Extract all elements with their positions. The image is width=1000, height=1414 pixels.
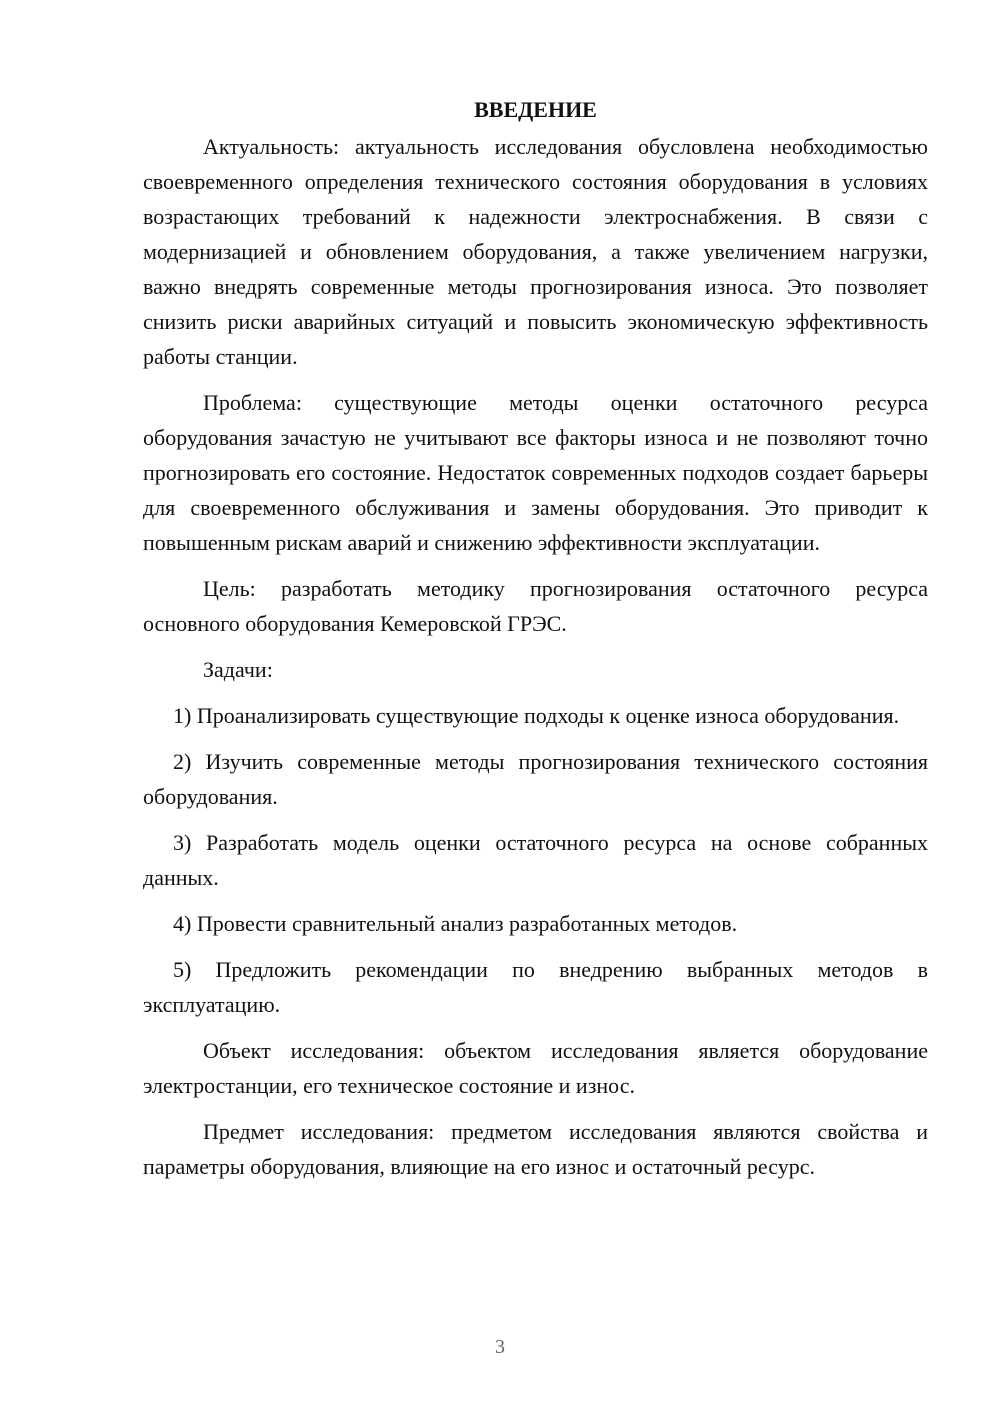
paragraph-relevance: Актуальность: актуальность исследования обусловлена необходимостью своевременного определения технического состояния оборудования в условиях возрастающих требований к надежности электроснабжения. В связи с модернизацией и обновлением оборудования, а также увеличением нагрузки, важно внедрять современные методы прогнозирования износа. Это позволяет снизить риски аварийных ситуаций и повысить экономическую эффективность работы станции. <box>143 134 928 369</box>
tasks-title: Задачи: <box>203 657 273 682</box>
task-item-4: 4) Провести сравнительный анализ разработанных методов. <box>173 911 738 936</box>
section-heading: ВВЕДЕНИЕ <box>474 97 597 122</box>
paragraph-object: Объект исследования: объектом исследования является оборудование электростанции, его техническое состояние и износ. <box>143 1038 928 1098</box>
paragraph-problem: Проблема: существующие методы оценки остаточного ресурса оборудования зачастую не учитывают все факторы износа и не позволяют точно прогнозировать его состояние. Недостаток современных подходов создает барьеры для своевременного обслуживания и замены оборудования. Это приводит к повышенным рискам аварий и снижению эффективности эксплуатации. <box>143 390 928 555</box>
task-item-5: 5) Предложить рекомендации по внедрению выбранных методов в эксплуатацию. <box>143 957 928 1017</box>
page-number: 3 <box>495 1336 505 1358</box>
paragraph-goal: Цель: разработать методику прогнозирования остаточного ресурса основного оборудования Кемеровской ГРЭС. <box>143 576 928 636</box>
task-item-3: 3) Разработать модель оценки остаточного ресурса на основе собранных данных. <box>143 830 928 890</box>
task-item-1: 1) Проанализировать существующие подходы к оценке износа оборудования. <box>173 703 900 728</box>
task-item-2: 2) Изучить современные методы прогнозирования технического состояния оборудования. <box>143 749 928 809</box>
paragraph-subject: Предмет исследования: предметом исследования являются свойства и параметры оборудования, влияющие на его износ и остаточный ресурс. <box>143 1119 928 1179</box>
page-content <box>143 92 928 1184</box>
